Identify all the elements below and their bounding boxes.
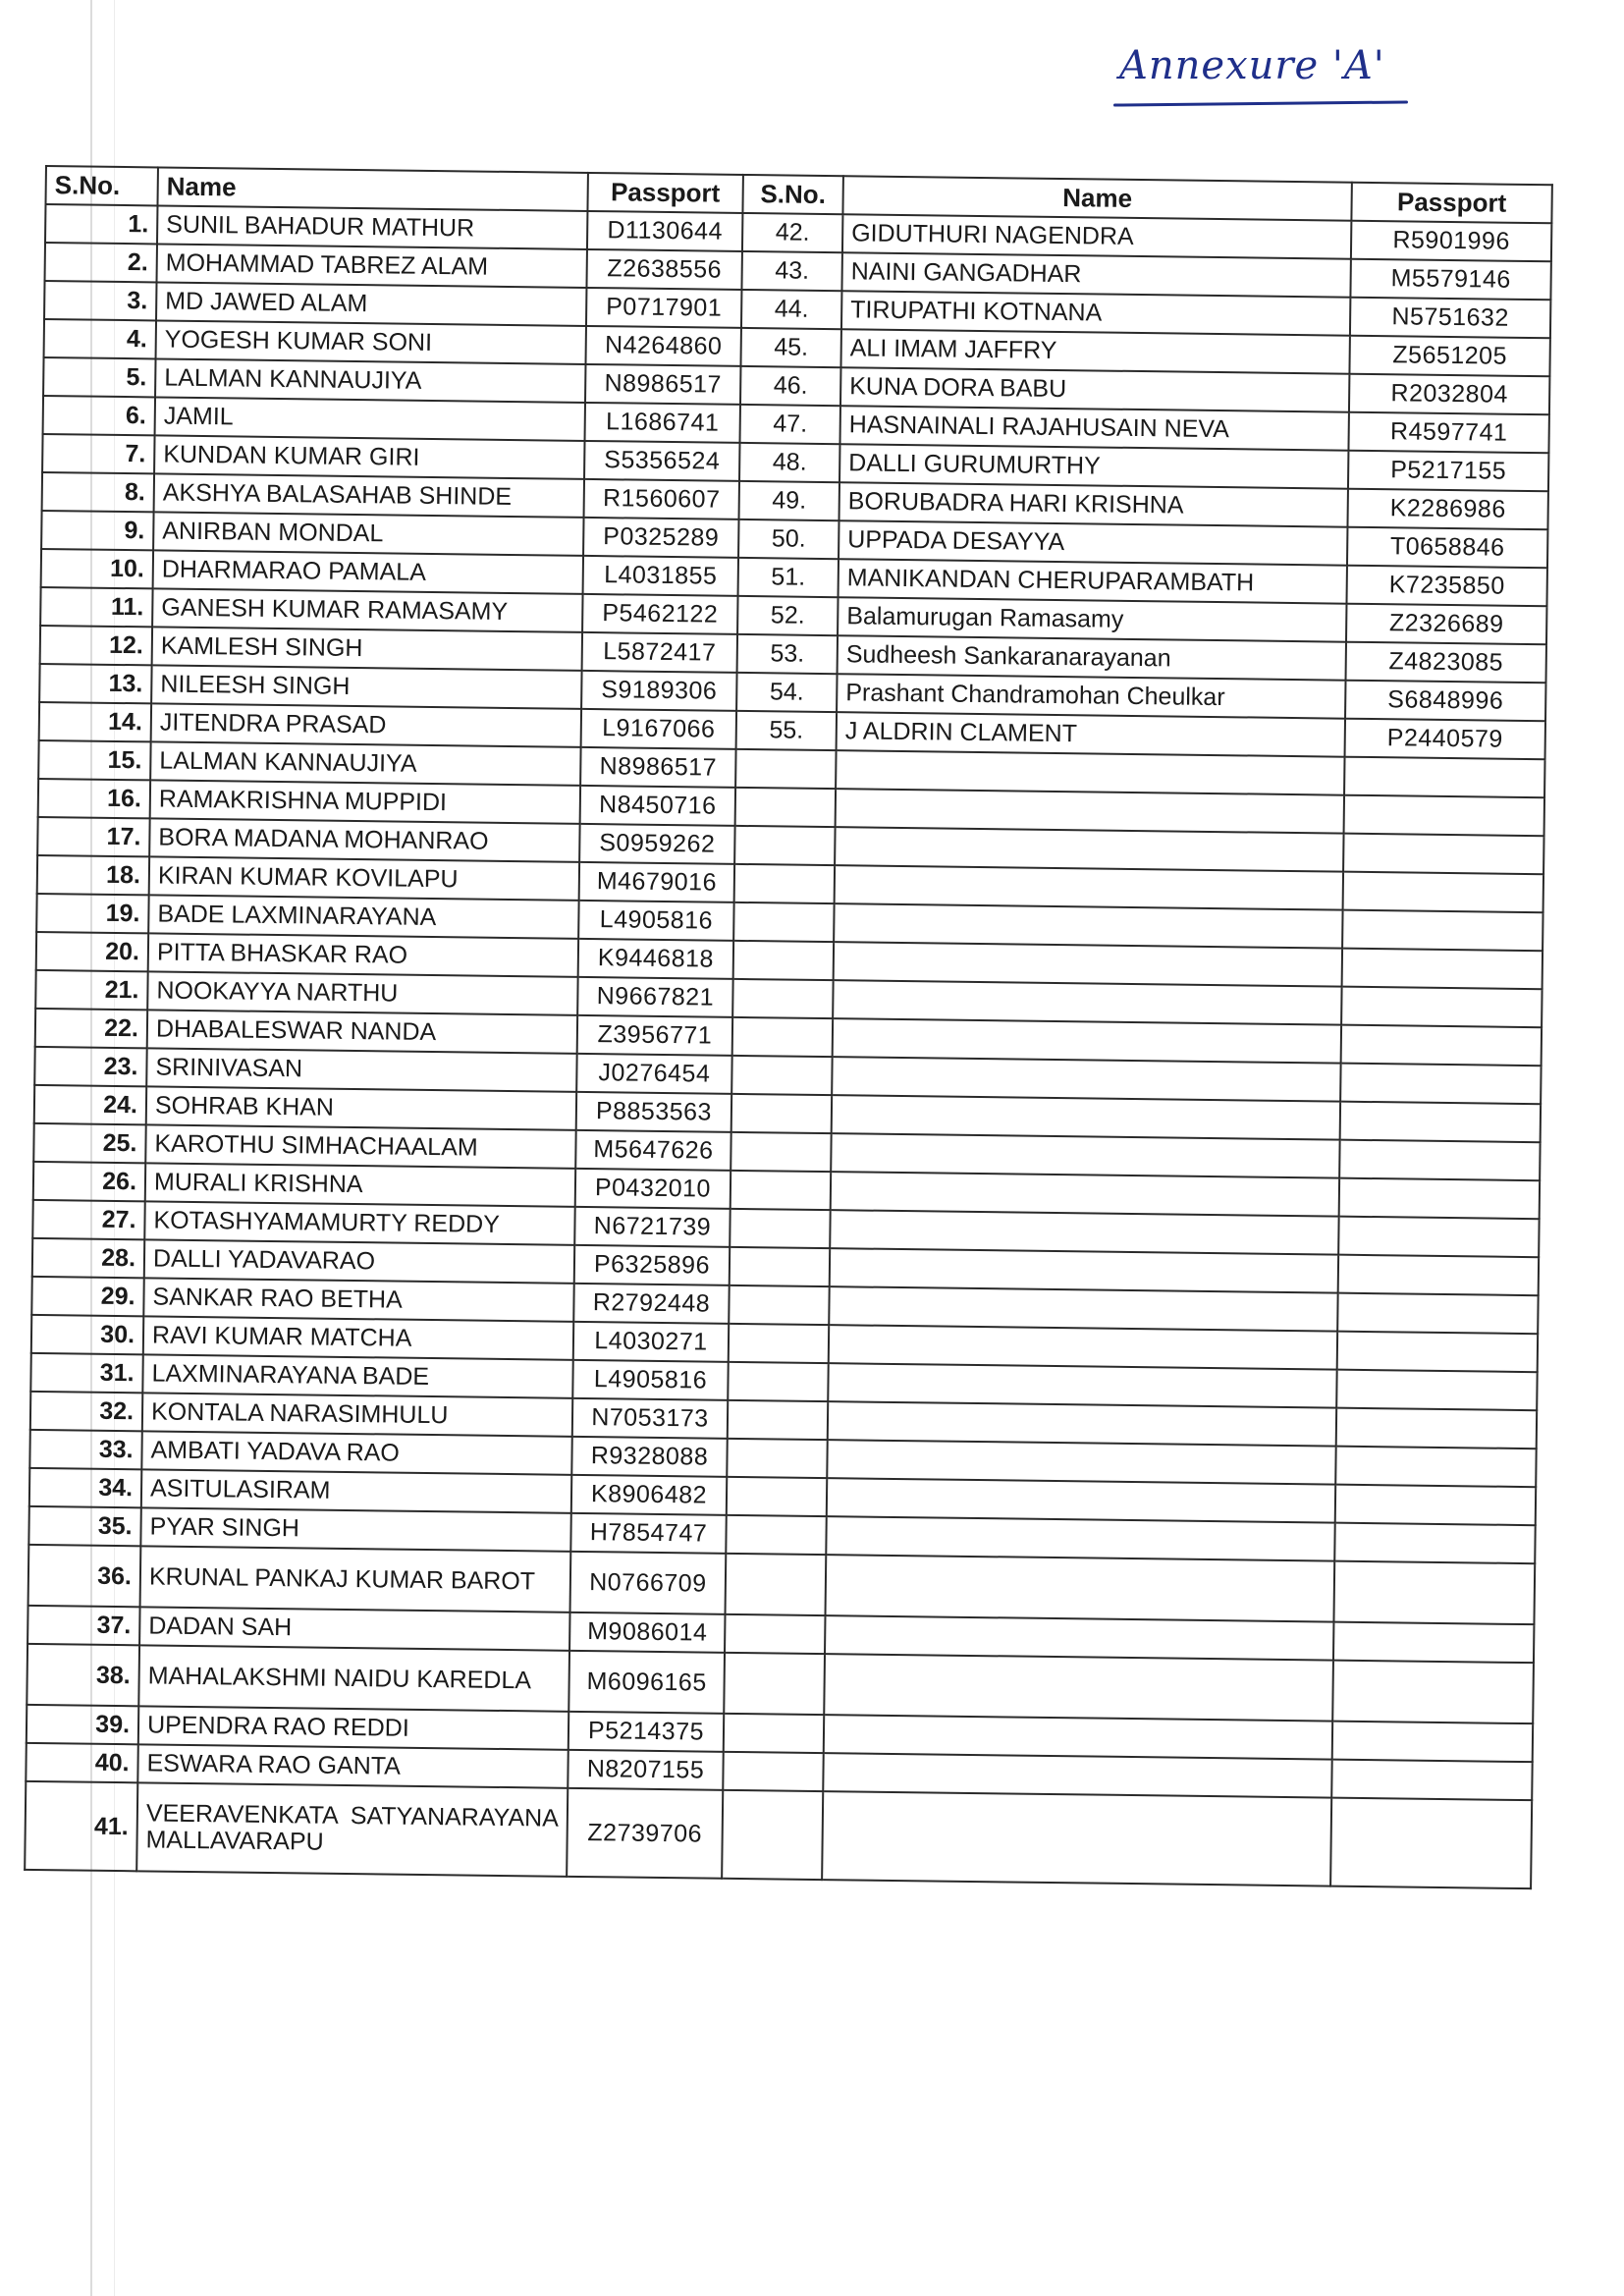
serial-left-cell: 32. [30, 1392, 142, 1431]
serial-left-cell: 18. [37, 855, 149, 895]
name-right-cell: HASNAINALI RAJAHUSAIN NEVA [839, 406, 1348, 451]
passport-left-cell: N9667821 [577, 977, 732, 1017]
passport-left-cell: S5356524 [584, 441, 739, 481]
name-left-cell: BORA MADANA MOHANRAO [149, 818, 579, 862]
serial-right-cell [731, 1171, 831, 1210]
serial-left-cell: 36. [28, 1545, 141, 1607]
serial-left-cell: 25. [33, 1123, 145, 1163]
header-sno-left: S.No. [45, 166, 157, 205]
serial-left-cell: 26. [33, 1162, 145, 1201]
serial-right-cell: 50. [738, 519, 839, 559]
serial-left-cell: 7. [42, 434, 154, 473]
name-right-cell [827, 1478, 1335, 1523]
name-left-cell: PITTA BHASKAR RAO [148, 933, 578, 977]
name-right-cell [833, 980, 1341, 1025]
name-left-cell: DHARMARAO PAMALA [153, 550, 583, 594]
serial-right-cell [725, 1614, 825, 1654]
passport-left-cell: H7854747 [570, 1513, 726, 1554]
name-right-cell [832, 1057, 1340, 1102]
name-left-cell: KONTALA NARASIMHULU [142, 1393, 572, 1437]
passport-left-cell: L4031855 [583, 556, 738, 596]
name-right-cell [835, 865, 1343, 910]
passport-table [24, 165, 1553, 1889]
name-right-cell [828, 1363, 1336, 1408]
passport-left-cell: R9328088 [571, 1437, 727, 1477]
passport-right-cell [1344, 757, 1544, 798]
passport-right-cell: T0658846 [1347, 527, 1547, 569]
name-right-cell: GIDUTHURI NAGENDRA [842, 214, 1351, 259]
passport-left-cell: P0325289 [583, 518, 738, 558]
name-left-cell: GANESH KUMAR RAMASAMY [152, 588, 582, 632]
serial-right-cell [732, 979, 833, 1018]
serial-left-cell: 6. [43, 396, 155, 435]
name-left-cell: BADE LAXMINARAYANA [148, 895, 578, 939]
passport-left-cell: S0959262 [579, 824, 734, 864]
passport-right-cell: N5751632 [1350, 298, 1550, 339]
passport-left-cell: N8986517 [580, 747, 735, 788]
serial-left-cell: 8. [42, 472, 154, 512]
passport-left-cell: K8906482 [571, 1475, 727, 1515]
passport-right-cell: M5579146 [1350, 259, 1550, 301]
serial-right-cell [726, 1554, 827, 1615]
serial-right-cell [734, 826, 835, 865]
name-left-cell: SUNIL BAHADUR MATHUR [157, 205, 587, 249]
name-left-cell: KAROTHU SIMHACHAALAM [145, 1124, 575, 1169]
name-left-cell: PYAR SINGH [140, 1507, 570, 1552]
serial-right-cell [727, 1439, 827, 1478]
passport-left-cell: L4905816 [578, 901, 733, 941]
serial-right-cell [735, 788, 836, 827]
serial-right-cell [729, 1324, 829, 1363]
serial-right-cell [724, 1714, 824, 1753]
passport-left-cell: N4264860 [585, 326, 740, 366]
passport-left-cell: N8986517 [585, 364, 740, 405]
serial-left-cell: 10. [41, 549, 153, 588]
serial-right-cell [724, 1653, 825, 1715]
serial-right-cell [733, 902, 834, 942]
name-left-cell: ANIRBAN MONDAL [153, 512, 583, 556]
serial-right-cell: 45. [740, 328, 840, 367]
passport-right-cell [1341, 1025, 1542, 1066]
table-body [25, 204, 1551, 1888]
serial-left-cell: 30. [31, 1315, 143, 1354]
passport-left-cell: P5462122 [582, 594, 737, 634]
serial-right-cell [729, 1285, 829, 1325]
passport-right-cell: K2286986 [1347, 489, 1547, 530]
serial-right-cell [731, 1132, 831, 1172]
name-right-cell: NAINI GANGADHAR [841, 252, 1350, 298]
passport-right-cell: Z4823085 [1346, 642, 1546, 683]
name-left-cell: ASITULASIRAM [141, 1469, 571, 1513]
name-right-cell [825, 1615, 1333, 1661]
header-name-left: Name [157, 167, 587, 211]
passport-right-cell [1338, 1255, 1539, 1296]
serial-left-cell: 28. [32, 1238, 144, 1278]
passport-left-cell: N8450716 [580, 786, 735, 826]
passport-left-cell: L4030271 [573, 1322, 729, 1362]
passport-left-cell: N7053173 [572, 1398, 728, 1439]
name-left-cell: MAHALAKSHMI NAIDU KAREDLA [138, 1645, 569, 1711]
passport-right-cell [1330, 1798, 1532, 1889]
passport-left-cell: P0432010 [575, 1169, 731, 1209]
passport-right-cell [1336, 1408, 1537, 1449]
passport-right-cell [1342, 910, 1543, 952]
name-left-cell: NOOKAYYA NARTHU [147, 971, 577, 1015]
name-right-cell [836, 789, 1344, 834]
passport-right-cell [1339, 1140, 1540, 1181]
passport-right-cell: Z2326689 [1346, 604, 1546, 645]
passport-left-cell: Z2739706 [567, 1788, 723, 1879]
name-left-cell: UPENDRA RAO REDDI [138, 1706, 568, 1750]
serial-right-cell: 51. [738, 558, 839, 597]
serial-left-cell: 19. [36, 894, 148, 933]
passport-left-cell: L9167066 [581, 709, 736, 749]
header-passport-left: Passport [587, 173, 742, 213]
serial-right-cell [726, 1515, 826, 1555]
name-right-cell [831, 1172, 1339, 1217]
header-name-right: Name [842, 176, 1351, 221]
serial-right-cell: 46. [740, 366, 840, 406]
passport-left-cell: K9446818 [578, 939, 733, 979]
passport-left-cell: M4679016 [579, 862, 734, 902]
name-left-cell: DALLI YADAVARAO [144, 1239, 574, 1284]
serial-left-cell: 15. [38, 740, 150, 780]
serial-left-cell: 1. [45, 204, 157, 244]
passport-roster [24, 165, 1551, 1889]
name-right-cell [829, 1286, 1337, 1332]
name-left-cell: RAVI KUMAR MATCHA [143, 1316, 573, 1360]
passport-right-cell [1331, 1760, 1532, 1801]
passport-right-cell: P2440579 [1345, 719, 1545, 760]
passport-right-cell [1333, 1622, 1534, 1664]
serial-left-cell: 40. [26, 1743, 137, 1782]
serial-right-cell: 42. [742, 213, 842, 252]
serial-right-cell [728, 1400, 828, 1440]
passport-left-cell: Z2638556 [586, 249, 741, 290]
name-right-cell: Prashant Chandramohan Cheulkar [837, 674, 1345, 719]
passport-right-cell: K7235850 [1346, 566, 1546, 607]
name-left-cell: RAMAKRISHNA MUPPIDI [150, 780, 580, 824]
name-left-cell: YOGESH KUMAR SONI [156, 320, 586, 364]
passport-right-cell [1333, 1561, 1535, 1625]
header-sno-right: S.No. [742, 175, 842, 214]
passport-right-cell [1337, 1293, 1538, 1335]
passport-left-cell: R2792448 [573, 1284, 729, 1324]
serial-right-cell: 49. [739, 481, 839, 520]
name-left-cell: SRINIVASAN [146, 1048, 576, 1092]
serial-left-cell: 23. [34, 1047, 146, 1086]
serial-left-cell: 31. [30, 1353, 142, 1393]
name-left-cell: NILEESH SINGH [151, 665, 581, 709]
name-right-cell [831, 1133, 1339, 1178]
serial-right-cell: 52. [737, 596, 838, 635]
name-right-cell [836, 750, 1344, 795]
passport-left-cell: S9189306 [581, 671, 736, 711]
serial-left-cell: 2. [45, 243, 157, 282]
annexure-title: Annexure 'A' [1119, 43, 1385, 88]
serial-right-cell: 43. [741, 251, 841, 291]
name-left-cell: MURALI KRISHNA [145, 1163, 575, 1207]
serial-right-cell [732, 1017, 833, 1057]
passport-left-cell: L4905816 [572, 1360, 728, 1400]
name-left-cell: MD JAWED ALAM [156, 282, 586, 326]
passport-left-cell: L1686741 [585, 403, 740, 443]
passport-right-cell [1343, 872, 1543, 913]
name-right-cell [828, 1401, 1336, 1447]
serial-left-cell: 29. [31, 1277, 143, 1316]
passport-left-cell: N6721739 [574, 1207, 730, 1247]
passport-left-cell: R1560607 [584, 479, 739, 519]
passport-right-cell [1343, 834, 1543, 875]
name-left-cell: KIRAN KUMAR KOVILAPU [149, 856, 579, 901]
serial-left-cell: 38. [27, 1644, 139, 1706]
name-left-cell: VEERAVENKATA SATYANARAYANA MALLAVARAPU [136, 1782, 568, 1876]
name-right-cell [830, 1248, 1338, 1293]
passport-right-cell [1336, 1370, 1537, 1411]
serial-right-cell [733, 941, 834, 980]
name-left-cell: LALMAN KANNAUJIYA [150, 741, 580, 786]
name-right-cell [834, 942, 1342, 987]
passport-right-cell [1339, 1178, 1540, 1220]
serial-left-cell: 11. [40, 587, 152, 627]
name-left-cell: LAXMINARAYANA BADE [142, 1354, 572, 1398]
name-right-cell [822, 1791, 1331, 1886]
passport-left-cell: P5214375 [568, 1712, 724, 1752]
annexure-underline [1113, 100, 1408, 106]
passport-right-cell [1334, 1523, 1535, 1564]
passport-left-cell: P0717901 [586, 288, 741, 328]
serial-left-cell: 33. [29, 1430, 141, 1469]
passport-right-cell [1340, 1064, 1541, 1105]
passport-right-cell: P5217155 [1348, 451, 1548, 492]
name-left-cell: KOTASHYAMAMURTY REDDY [144, 1201, 574, 1245]
name-left-cell: AMBATI YADAVA RAO [141, 1431, 571, 1475]
serial-left-cell: 27. [32, 1200, 144, 1239]
serial-left-cell: 9. [41, 511, 153, 550]
serial-right-cell [734, 864, 835, 903]
name-right-cell: KUNA DORA BABU [840, 367, 1349, 412]
name-right-cell [824, 1654, 1333, 1722]
name-left-cell: SANKAR RAO BETHA [143, 1278, 573, 1322]
passport-left-cell: P6325896 [574, 1245, 730, 1285]
serial-right-cell [735, 749, 836, 789]
name-right-cell [830, 1210, 1338, 1255]
serial-left-cell: 41. [25, 1781, 137, 1871]
passport-left-cell: Z3956771 [577, 1015, 732, 1056]
serial-right-cell [731, 1056, 832, 1095]
header-passport-right: Passport [1351, 183, 1551, 224]
name-left-cell: DADAN SAH [139, 1607, 569, 1651]
passport-right-cell: R2032804 [1349, 374, 1549, 415]
passport-right-cell [1340, 1102, 1541, 1143]
passport-left-cell: N8207155 [568, 1750, 723, 1790]
serial-left-cell: 16. [38, 779, 150, 818]
serial-right-cell [723, 1752, 823, 1791]
name-left-cell: KRUNAL PANKAJ KUMAR BAROT [140, 1546, 571, 1612]
name-right-cell: BORUBADRA HARI KRISHNA [839, 482, 1348, 527]
serial-right-cell [728, 1362, 828, 1401]
name-right-cell [827, 1440, 1335, 1485]
passport-right-cell: R4597741 [1348, 412, 1548, 454]
name-right-cell: MANIKANDAN CHERUPARAMBATH [839, 559, 1347, 604]
name-left-cell: AKSHYA BALASAHAB SHINDE [154, 473, 584, 518]
serial-left-cell: 35. [28, 1506, 140, 1546]
serial-left-cell: 12. [40, 626, 152, 665]
passport-right-cell [1335, 1447, 1536, 1488]
name-right-cell: Sudheesh Sankaranarayanan [838, 635, 1346, 681]
serial-left-cell: 21. [35, 970, 147, 1010]
serial-left-cell: 3. [44, 281, 156, 320]
passport-right-cell [1338, 1217, 1539, 1258]
name-left-cell: JAMIL [155, 397, 585, 441]
name-right-cell [826, 1516, 1334, 1561]
name-right-cell [823, 1753, 1331, 1798]
serial-left-cell: 22. [35, 1009, 147, 1048]
name-right-cell [833, 1018, 1341, 1064]
name-right-cell [834, 903, 1342, 949]
name-right-cell [829, 1325, 1337, 1370]
passport-right-cell [1342, 949, 1543, 990]
name-right-cell [824, 1715, 1332, 1760]
name-right-cell: J ALDRIN CLAMENT [837, 712, 1345, 757]
serial-right-cell [727, 1477, 827, 1516]
serial-right-cell: 48. [739, 443, 839, 482]
passport-right-cell [1337, 1332, 1538, 1373]
name-right-cell: DALLI GURUMURTHY [839, 444, 1348, 489]
serial-left-cell: 17. [37, 817, 149, 856]
name-right-cell [832, 1095, 1340, 1140]
passport-right-cell [1332, 1661, 1534, 1724]
name-right-cell [835, 827, 1343, 872]
passport-right-cell: S6848996 [1345, 681, 1545, 722]
table-row [25, 1781, 1532, 1888]
serial-right-cell: 55. [736, 711, 837, 750]
serial-left-cell: 34. [29, 1468, 141, 1507]
name-left-cell: DHABALESWAR NANDA [147, 1010, 577, 1054]
serial-left-cell: 13. [39, 664, 151, 703]
serial-right-cell: 53. [737, 634, 838, 674]
passport-left-cell: L5872417 [582, 632, 737, 673]
serial-left-cell: 5. [43, 357, 155, 397]
name-left-cell: MOHAMMAD TABREZ ALAM [157, 244, 587, 288]
passport-right-cell [1332, 1722, 1533, 1763]
name-left-cell: LALMAN KANNAUJIYA [155, 358, 585, 403]
passport-right-cell [1335, 1485, 1536, 1526]
serial-right-cell [730, 1209, 830, 1248]
serial-right-cell: 44. [741, 290, 841, 329]
name-left-cell: KUNDAN KUMAR GIRI [154, 435, 584, 479]
name-left-cell: ESWARA RAO GANTA [137, 1744, 568, 1788]
serial-right-cell [722, 1790, 823, 1880]
passport-left-cell: J0276454 [576, 1054, 731, 1094]
name-right-cell: Balamurugan Ramasamy [838, 597, 1346, 642]
serial-left-cell: 37. [27, 1606, 139, 1645]
name-right-cell: ALI IMAM JAFFRY [840, 329, 1349, 374]
passport-left-cell: M6096165 [568, 1651, 725, 1714]
passport-right-cell: R5901996 [1351, 221, 1551, 262]
serial-left-cell: 4. [44, 319, 156, 358]
name-right-cell [826, 1555, 1335, 1622]
passport-right-cell: Z5651205 [1349, 336, 1549, 377]
name-left-cell: JITENDRA PRASAD [151, 703, 581, 747]
serial-right-cell: 54. [736, 673, 837, 712]
passport-left-cell: P8853563 [576, 1092, 731, 1132]
passport-right-cell [1344, 795, 1544, 837]
serial-left-cell: 14. [39, 702, 151, 741]
serial-left-cell: 24. [34, 1085, 146, 1124]
serial-left-cell: 20. [36, 932, 148, 971]
passport-left-cell: M5647626 [575, 1130, 731, 1171]
name-right-cell: TIRUPATHI KOTNANA [841, 291, 1350, 336]
serial-right-cell: 47. [740, 405, 840, 444]
passport-left-cell: N0766709 [570, 1552, 727, 1614]
passport-left-cell: D1130644 [587, 211, 742, 251]
passport-right-cell [1341, 987, 1542, 1028]
name-left-cell: SOHRAB KHAN [146, 1086, 576, 1130]
serial-left-cell: 39. [27, 1705, 138, 1744]
serial-right-cell [730, 1247, 830, 1286]
name-right-cell: UPPADA DESAYYA [839, 520, 1347, 566]
serial-right-cell [731, 1094, 832, 1133]
passport-left-cell: M9086014 [569, 1613, 725, 1653]
name-left-cell: KAMLESH SINGH [152, 627, 582, 671]
